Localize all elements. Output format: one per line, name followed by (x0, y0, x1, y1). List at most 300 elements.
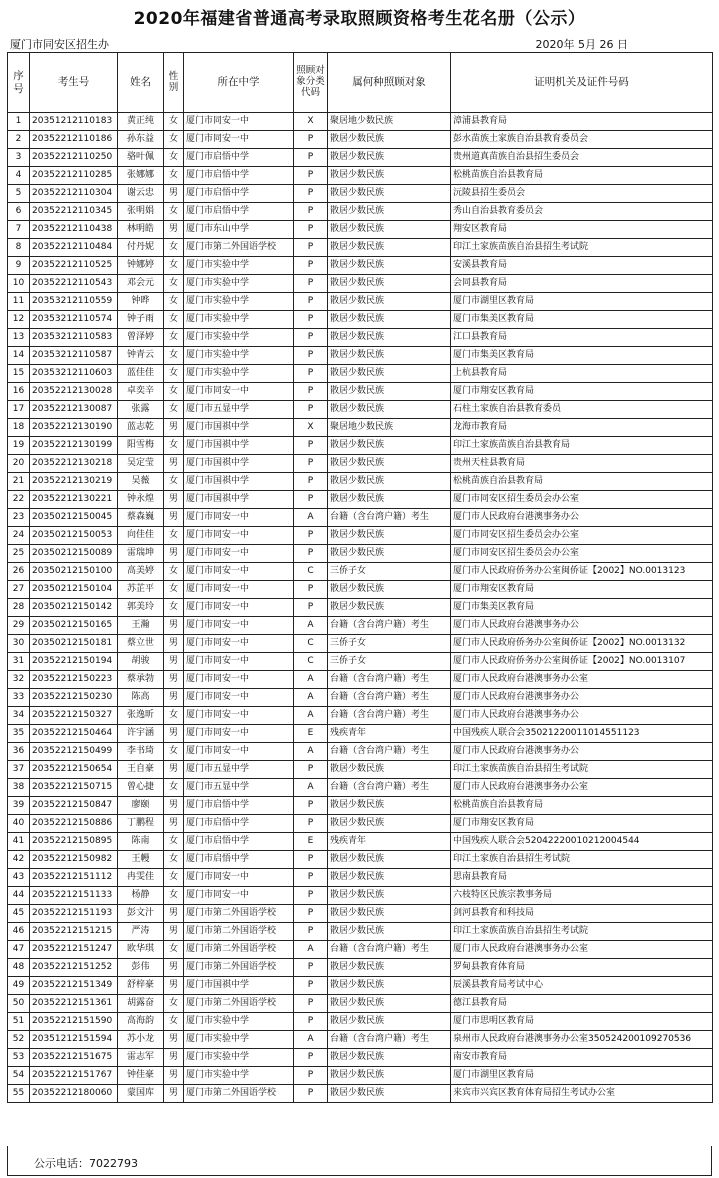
cell-school: 厦门市国祺中学 (184, 437, 294, 455)
cell-category-code: P (294, 437, 328, 455)
table-row (8, 329, 713, 347)
table-row (8, 689, 713, 707)
cell-name: 吴定莹 (118, 455, 164, 473)
cell-certifier: 剑河县教育和科技局 (451, 905, 713, 923)
header-category: 属何种照顾对象 (328, 53, 451, 113)
cell-exam-id: 20352212130199 (30, 437, 118, 455)
table-row (8, 743, 713, 761)
cell-category: 散居少数民族 (328, 545, 451, 563)
cell-seq: 31 (8, 653, 30, 671)
cell-name: 张娜娜 (118, 167, 164, 185)
cell-category: 散居少数民族 (328, 977, 451, 995)
cell-certifier: 中国残疾人联合会35021220011014551123 (451, 725, 713, 743)
cell-gender: 女 (164, 131, 184, 149)
cell-gender: 女 (164, 941, 184, 959)
document-meta (10, 36, 710, 52)
cell-category: 台籍（含台湾户籍）考生 (328, 779, 451, 797)
cell-school: 厦门市国祺中学 (184, 455, 294, 473)
table-row (8, 131, 713, 149)
cell-category: 台籍（含台湾户籍）考生 (328, 617, 451, 635)
cell-seq: 3 (8, 149, 30, 167)
cell-name: 钟青云 (118, 347, 164, 365)
table-row (8, 887, 713, 905)
cell-category: 散居少数民族 (328, 221, 451, 239)
cell-category-code: A (294, 779, 328, 797)
cell-gender: 女 (164, 347, 184, 365)
cell-school: 厦门市启悟中学 (184, 797, 294, 815)
cell-category: 散居少数民族 (328, 581, 451, 599)
table-row (8, 599, 713, 617)
cell-school: 厦门市国祺中学 (184, 473, 294, 491)
table-row (8, 671, 713, 689)
cell-category-code: P (294, 1067, 328, 1085)
table-row (8, 905, 713, 923)
cell-seq: 6 (8, 203, 30, 221)
cell-category: 散居少数民族 (328, 257, 451, 275)
table-row (8, 491, 713, 509)
cell-category: 散居少数民族 (328, 347, 451, 365)
cell-school: 厦门市第二外国语学校 (184, 959, 294, 977)
cell-name: 钟永煌 (118, 491, 164, 509)
cell-gender: 男 (164, 491, 184, 509)
cell-school: 厦门市同安一中 (184, 671, 294, 689)
cell-school: 厦门市启悟中学 (184, 203, 294, 221)
cell-seq: 29 (8, 617, 30, 635)
cell-category-code: A (294, 707, 328, 725)
table-row (8, 1085, 713, 1103)
cell-gender: 女 (164, 275, 184, 293)
cell-seq: 45 (8, 905, 30, 923)
roster-body (8, 113, 713, 1103)
cell-name: 陈南 (118, 833, 164, 851)
cell-certifier: 厦门市人民政府台港澳事务办公室 (451, 941, 713, 959)
cell-category: 散居少数民族 (328, 239, 451, 257)
table-row (8, 347, 713, 365)
cell-certifier: 会同县教育局 (451, 275, 713, 293)
cell-category: 散居少数民族 (328, 599, 451, 617)
cell-exam-id: 20352212150847 (30, 797, 118, 815)
cell-category: 散居少数民族 (328, 1067, 451, 1085)
cell-certifier: 印江土家族苗族自治县招生考试院 (451, 923, 713, 941)
table-row (8, 761, 713, 779)
cell-category: 三侨子女 (328, 653, 451, 671)
cell-category-code: P (294, 257, 328, 275)
cell-exam-id: 20352212151361 (30, 995, 118, 1013)
table-row (8, 509, 713, 527)
cell-school: 厦门市同安一中 (184, 725, 294, 743)
cell-gender: 女 (164, 743, 184, 761)
table-row (8, 779, 713, 797)
cell-category: 散居少数民族 (328, 527, 451, 545)
cell-school: 厦门市同安一中 (184, 563, 294, 581)
phone-label: 公示电话： (34, 1157, 89, 1170)
cell-exam-id: 20352212151193 (30, 905, 118, 923)
cell-exam-id: 20352212110484 (30, 239, 118, 257)
cell-certifier: 厦门市集美区教育局 (451, 347, 713, 365)
cell-name: 钟娜婷 (118, 257, 164, 275)
cell-category: 台籍（含台湾户籍）考生 (328, 509, 451, 527)
cell-gender: 男 (164, 905, 184, 923)
header-name: 姓名 (118, 53, 164, 113)
cell-gender: 女 (164, 995, 184, 1013)
cell-gender: 女 (164, 203, 184, 221)
cell-category: 散居少数民族 (328, 473, 451, 491)
cell-exam-id: 20350212150104 (30, 581, 118, 599)
cell-gender: 女 (164, 707, 184, 725)
cell-gender: 女 (164, 473, 184, 491)
table-row (8, 545, 713, 563)
cell-school: 厦门市同安一中 (184, 383, 294, 401)
cell-school: 厦门市同安一中 (184, 635, 294, 653)
header-exam-id: 考生号 (30, 53, 118, 113)
cell-exam-id: 20352212130190 (30, 419, 118, 437)
cell-certifier: 松桃苗族自治县教育局 (451, 797, 713, 815)
cell-name: 郭美玲 (118, 599, 164, 617)
cell-gender: 女 (164, 527, 184, 545)
cell-school: 厦门市实验中学 (184, 1049, 294, 1067)
cell-category: 三侨子女 (328, 563, 451, 581)
table-row (8, 113, 713, 131)
cell-seq: 16 (8, 383, 30, 401)
cell-exam-id: 20352212151133 (30, 887, 118, 905)
cell-certifier: 来宾市兴宾区教育体育局招生考试办公室 (451, 1085, 713, 1103)
cell-seq: 13 (8, 329, 30, 347)
cell-certifier: 厦门市人民政府台港澳事务办公 (451, 689, 713, 707)
cell-category: 散居少数民族 (328, 329, 451, 347)
cell-category-code: X (294, 113, 328, 131)
cell-certifier: 厦门市人民政府侨务办公室闽侨证【2002】NO.0013132 (451, 635, 713, 653)
cell-seq: 46 (8, 923, 30, 941)
table-row (8, 383, 713, 401)
cell-name: 许宇涵 (118, 725, 164, 743)
table-row (8, 869, 713, 887)
cell-category-code: P (294, 887, 328, 905)
cell-category: 散居少数民族 (328, 149, 451, 167)
cell-school: 厦门市第二外国语学校 (184, 995, 294, 1013)
cell-school: 厦门市实验中学 (184, 1013, 294, 1031)
cell-name: 王幔 (118, 851, 164, 869)
cell-seq: 19 (8, 437, 30, 455)
cell-exam-id: 20352212130087 (30, 401, 118, 419)
cell-category-code: P (294, 545, 328, 563)
cell-category-code: A (294, 671, 328, 689)
cell-name: 彭伟 (118, 959, 164, 977)
cell-certifier: 厦门市人民政府侨务办公室闽侨证【2002】NO.0013123 (451, 563, 713, 581)
cell-category-code: A (294, 743, 328, 761)
table-row (8, 1049, 713, 1067)
cell-seq: 28 (8, 599, 30, 617)
cell-gender: 男 (164, 977, 184, 995)
cell-school: 厦门市实验中学 (184, 365, 294, 383)
cell-category-code: P (294, 185, 328, 203)
cell-certifier: 厦门市人民政府台港澳事务办公室 (451, 779, 713, 797)
table-row (8, 635, 713, 653)
cell-seq: 2 (8, 131, 30, 149)
table-row (8, 527, 713, 545)
cell-school: 厦门市启悟中学 (184, 149, 294, 167)
cell-certifier: 厦门市湖里区教育局 (451, 293, 713, 311)
cell-seq: 34 (8, 707, 30, 725)
cell-certifier: 厦门市同安区招生委员会办公室 (451, 545, 713, 563)
table-row (8, 311, 713, 329)
cell-gender: 女 (164, 887, 184, 905)
cell-name: 钟佳豪 (118, 1067, 164, 1085)
cell-school: 厦门市同安一中 (184, 743, 294, 761)
cell-school: 厦门市五显中学 (184, 401, 294, 419)
cell-certifier: 厦门市同安区招生委员会办公室 (451, 491, 713, 509)
table-row (8, 959, 713, 977)
cell-school: 厦门市五显中学 (184, 761, 294, 779)
cell-gender: 男 (164, 185, 184, 203)
cell-name: 吴薇 (118, 473, 164, 491)
cell-category: 散居少数民族 (328, 365, 451, 383)
cell-gender: 女 (164, 851, 184, 869)
cell-name: 钟子雨 (118, 311, 164, 329)
cell-name: 张明娟 (118, 203, 164, 221)
cell-school: 厦门市实验中学 (184, 293, 294, 311)
cell-certifier: 南安市教育局 (451, 1049, 713, 1067)
cell-category-code: C (294, 653, 328, 671)
table-row (8, 455, 713, 473)
cell-name: 曾泽婷 (118, 329, 164, 347)
cell-name: 付丹妮 (118, 239, 164, 257)
cell-seq: 23 (8, 509, 30, 527)
cell-certifier: 厦门市翔安区教育局 (451, 581, 713, 599)
cell-certifier: 六枝特区民族宗教事务局 (451, 887, 713, 905)
cell-category-code: P (294, 455, 328, 473)
cell-exam-id: 20353212110603 (30, 365, 118, 383)
cell-category: 散居少数民族 (328, 761, 451, 779)
cell-category-code: A (294, 689, 328, 707)
cell-category: 残疾青年 (328, 725, 451, 743)
cell-name: 谢云忠 (118, 185, 164, 203)
cell-category-code: P (294, 851, 328, 869)
cell-school: 厦门市同安一中 (184, 527, 294, 545)
cell-exam-id: 20352212130218 (30, 455, 118, 473)
cell-category-code: P (294, 131, 328, 149)
cell-certifier: 厦门市集美区教育局 (451, 311, 713, 329)
cell-name: 李书琦 (118, 743, 164, 761)
cell-school: 厦门市启悟中学 (184, 185, 294, 203)
cell-category-code: A (294, 617, 328, 635)
cell-school: 厦门市实验中学 (184, 275, 294, 293)
cell-certifier: 德江县教育局 (451, 995, 713, 1013)
cell-school: 厦门市国祺中学 (184, 977, 294, 995)
table-row (8, 797, 713, 815)
cell-certifier: 漳浦县教育局 (451, 113, 713, 131)
cell-name: 张逸昕 (118, 707, 164, 725)
cell-gender: 男 (164, 653, 184, 671)
cell-certifier: 贵州道真苗族自治县招生委员会 (451, 149, 713, 167)
document-title: 2020年福建省普通高考录取照顾资格考生花名册（公示） (133, 9, 586, 29)
cell-seq: 47 (8, 941, 30, 959)
cell-name: 黄正纯 (118, 113, 164, 131)
cell-gender: 女 (164, 149, 184, 167)
cell-name: 林明皓 (118, 221, 164, 239)
cell-gender: 女 (164, 257, 184, 275)
table-row (8, 401, 713, 419)
cell-seq: 24 (8, 527, 30, 545)
cell-category: 散居少数民族 (328, 923, 451, 941)
cell-certifier: 厦门市人民政府台港澳事务办公 (451, 743, 713, 761)
cell-category-code: P (294, 203, 328, 221)
cell-certifier: 思南县教育局 (451, 869, 713, 887)
table-row (8, 473, 713, 491)
cell-category: 散居少数民族 (328, 851, 451, 869)
cell-category: 散居少数民族 (328, 275, 451, 293)
cell-gender: 女 (164, 1013, 184, 1031)
cell-category-code: P (294, 293, 328, 311)
cell-gender: 女 (164, 581, 184, 599)
table-row (8, 995, 713, 1013)
table-header-row (8, 53, 713, 113)
cell-gender: 男 (164, 671, 184, 689)
cell-category: 台籍（含台湾户籍）考生 (328, 707, 451, 725)
cell-category: 残疾青年 (328, 833, 451, 851)
cell-name: 王自豪 (118, 761, 164, 779)
cell-seq: 21 (8, 473, 30, 491)
cell-name: 卓奕辛 (118, 383, 164, 401)
cell-school: 厦门市第二外国语学校 (184, 1085, 294, 1103)
cell-category-code: P (294, 1049, 328, 1067)
cell-category: 散居少数民族 (328, 455, 451, 473)
cell-name: 曾心捷 (118, 779, 164, 797)
cell-category: 散居少数民族 (328, 815, 451, 833)
cell-name: 丁鹏程 (118, 815, 164, 833)
cell-seq: 51 (8, 1013, 30, 1031)
cell-seq: 37 (8, 761, 30, 779)
phone-number: 7022793 (89, 1157, 138, 1170)
cell-category-code: P (294, 923, 328, 941)
cell-exam-id: 20352212150654 (30, 761, 118, 779)
header-category-code: 照顾对象分类代码 (294, 53, 328, 113)
cell-gender: 女 (164, 383, 184, 401)
cell-exam-id: 20352212110543 (30, 275, 118, 293)
cell-gender: 女 (164, 833, 184, 851)
table-row (8, 221, 713, 239)
cell-school: 厦门市同安一中 (184, 653, 294, 671)
cell-category: 台籍（含台湾户籍）考生 (328, 941, 451, 959)
cell-category-code: A (294, 509, 328, 527)
table-row (8, 941, 713, 959)
cell-category-code: P (294, 221, 328, 239)
cell-name: 廖颐 (118, 797, 164, 815)
table-row (8, 1031, 713, 1049)
cell-name: 蔡森巍 (118, 509, 164, 527)
cell-exam-id: 20350212150089 (30, 545, 118, 563)
cell-gender: 男 (164, 1031, 184, 1049)
cell-seq: 53 (8, 1049, 30, 1067)
cell-category: 散居少数民族 (328, 887, 451, 905)
cell-exam-id: 20352212110285 (30, 167, 118, 185)
cell-certifier: 厦门市翔安区教育局 (451, 815, 713, 833)
cell-gender: 男 (164, 221, 184, 239)
cell-category-code: E (294, 833, 328, 851)
cell-gender: 女 (164, 365, 184, 383)
cell-category-code: P (294, 959, 328, 977)
cell-category-code: X (294, 419, 328, 437)
cell-name: 杨静 (118, 887, 164, 905)
cell-name: 王瀚 (118, 617, 164, 635)
cell-school: 厦门市五显中学 (184, 779, 294, 797)
cell-exam-id: 20352212130221 (30, 491, 118, 509)
table-row (8, 815, 713, 833)
cell-certifier: 印江土家族自治县招生考试院 (451, 851, 713, 869)
cell-seq: 20 (8, 455, 30, 473)
cell-category: 散居少数民族 (328, 1085, 451, 1103)
cell-seq: 5 (8, 185, 30, 203)
cell-category: 散居少数民族 (328, 311, 451, 329)
cell-certifier: 印江土家族苗族自治县招生考试院 (451, 761, 713, 779)
cell-name: 舒梓豪 (118, 977, 164, 995)
cell-name: 雷瑞坤 (118, 545, 164, 563)
cell-seq: 11 (8, 293, 30, 311)
cell-gender: 男 (164, 725, 184, 743)
cell-category: 散居少数民族 (328, 959, 451, 977)
cell-exam-id: 20352212150327 (30, 707, 118, 725)
cell-category-code: P (294, 329, 328, 347)
cell-seq: 27 (8, 581, 30, 599)
cell-exam-id: 20352212110345 (30, 203, 118, 221)
cell-name: 骆叶佩 (118, 149, 164, 167)
cell-seq: 17 (8, 401, 30, 419)
cell-seq: 55 (8, 1085, 30, 1103)
cell-school: 厦门市同安一中 (184, 509, 294, 527)
cell-category: 散居少数民族 (328, 797, 451, 815)
table-row (8, 365, 713, 383)
table-row (8, 293, 713, 311)
table-row (8, 437, 713, 455)
cell-school: 厦门市同安一中 (184, 545, 294, 563)
table-row (8, 563, 713, 581)
cell-category: 散居少数民族 (328, 185, 451, 203)
issuing-office: 厦门市同安区招生办 (10, 38, 109, 51)
cell-exam-id: 20350212150165 (30, 617, 118, 635)
table-row (8, 167, 713, 185)
cell-gender: 男 (164, 761, 184, 779)
cell-name: 阳雪梅 (118, 437, 164, 455)
cell-seq: 22 (8, 491, 30, 509)
cell-certifier: 泉州市人民政府台港澳事务办公室350524200109270536 (451, 1031, 713, 1049)
cell-gender: 女 (164, 311, 184, 329)
cell-school: 厦门市国祺中学 (184, 419, 294, 437)
cell-exam-id: 20352212151112 (30, 869, 118, 887)
cell-seq: 42 (8, 851, 30, 869)
cell-name: 蓝志乾 (118, 419, 164, 437)
cell-category-code: P (294, 275, 328, 293)
cell-certifier: 松桃苗族自治县教育局 (451, 167, 713, 185)
cell-school: 厦门市第二外国语学校 (184, 905, 294, 923)
cell-gender: 女 (164, 401, 184, 419)
phone-line (34, 1155, 138, 1171)
cell-exam-id: 20353212110574 (30, 311, 118, 329)
cell-seq: 50 (8, 995, 30, 1013)
cell-certifier: 印江土家族苗族自治县招生考试院 (451, 239, 713, 257)
cell-exam-id: 20352212110250 (30, 149, 118, 167)
cell-category: 台籍（含台湾户籍）考生 (328, 689, 451, 707)
cell-seq: 39 (8, 797, 30, 815)
cell-category-code: P (294, 797, 328, 815)
cell-seq: 52 (8, 1031, 30, 1049)
cell-category-code: P (294, 491, 328, 509)
cell-category: 散居少数民族 (328, 437, 451, 455)
cell-gender: 女 (164, 113, 184, 131)
cell-seq: 9 (8, 257, 30, 275)
cell-certifier: 厦门市人民政府侨务办公室闽侨证【2002】NO.0013107 (451, 653, 713, 671)
cell-seq: 1 (8, 113, 30, 131)
cell-category-code: P (294, 977, 328, 995)
cell-school: 厦门市同安一中 (184, 869, 294, 887)
